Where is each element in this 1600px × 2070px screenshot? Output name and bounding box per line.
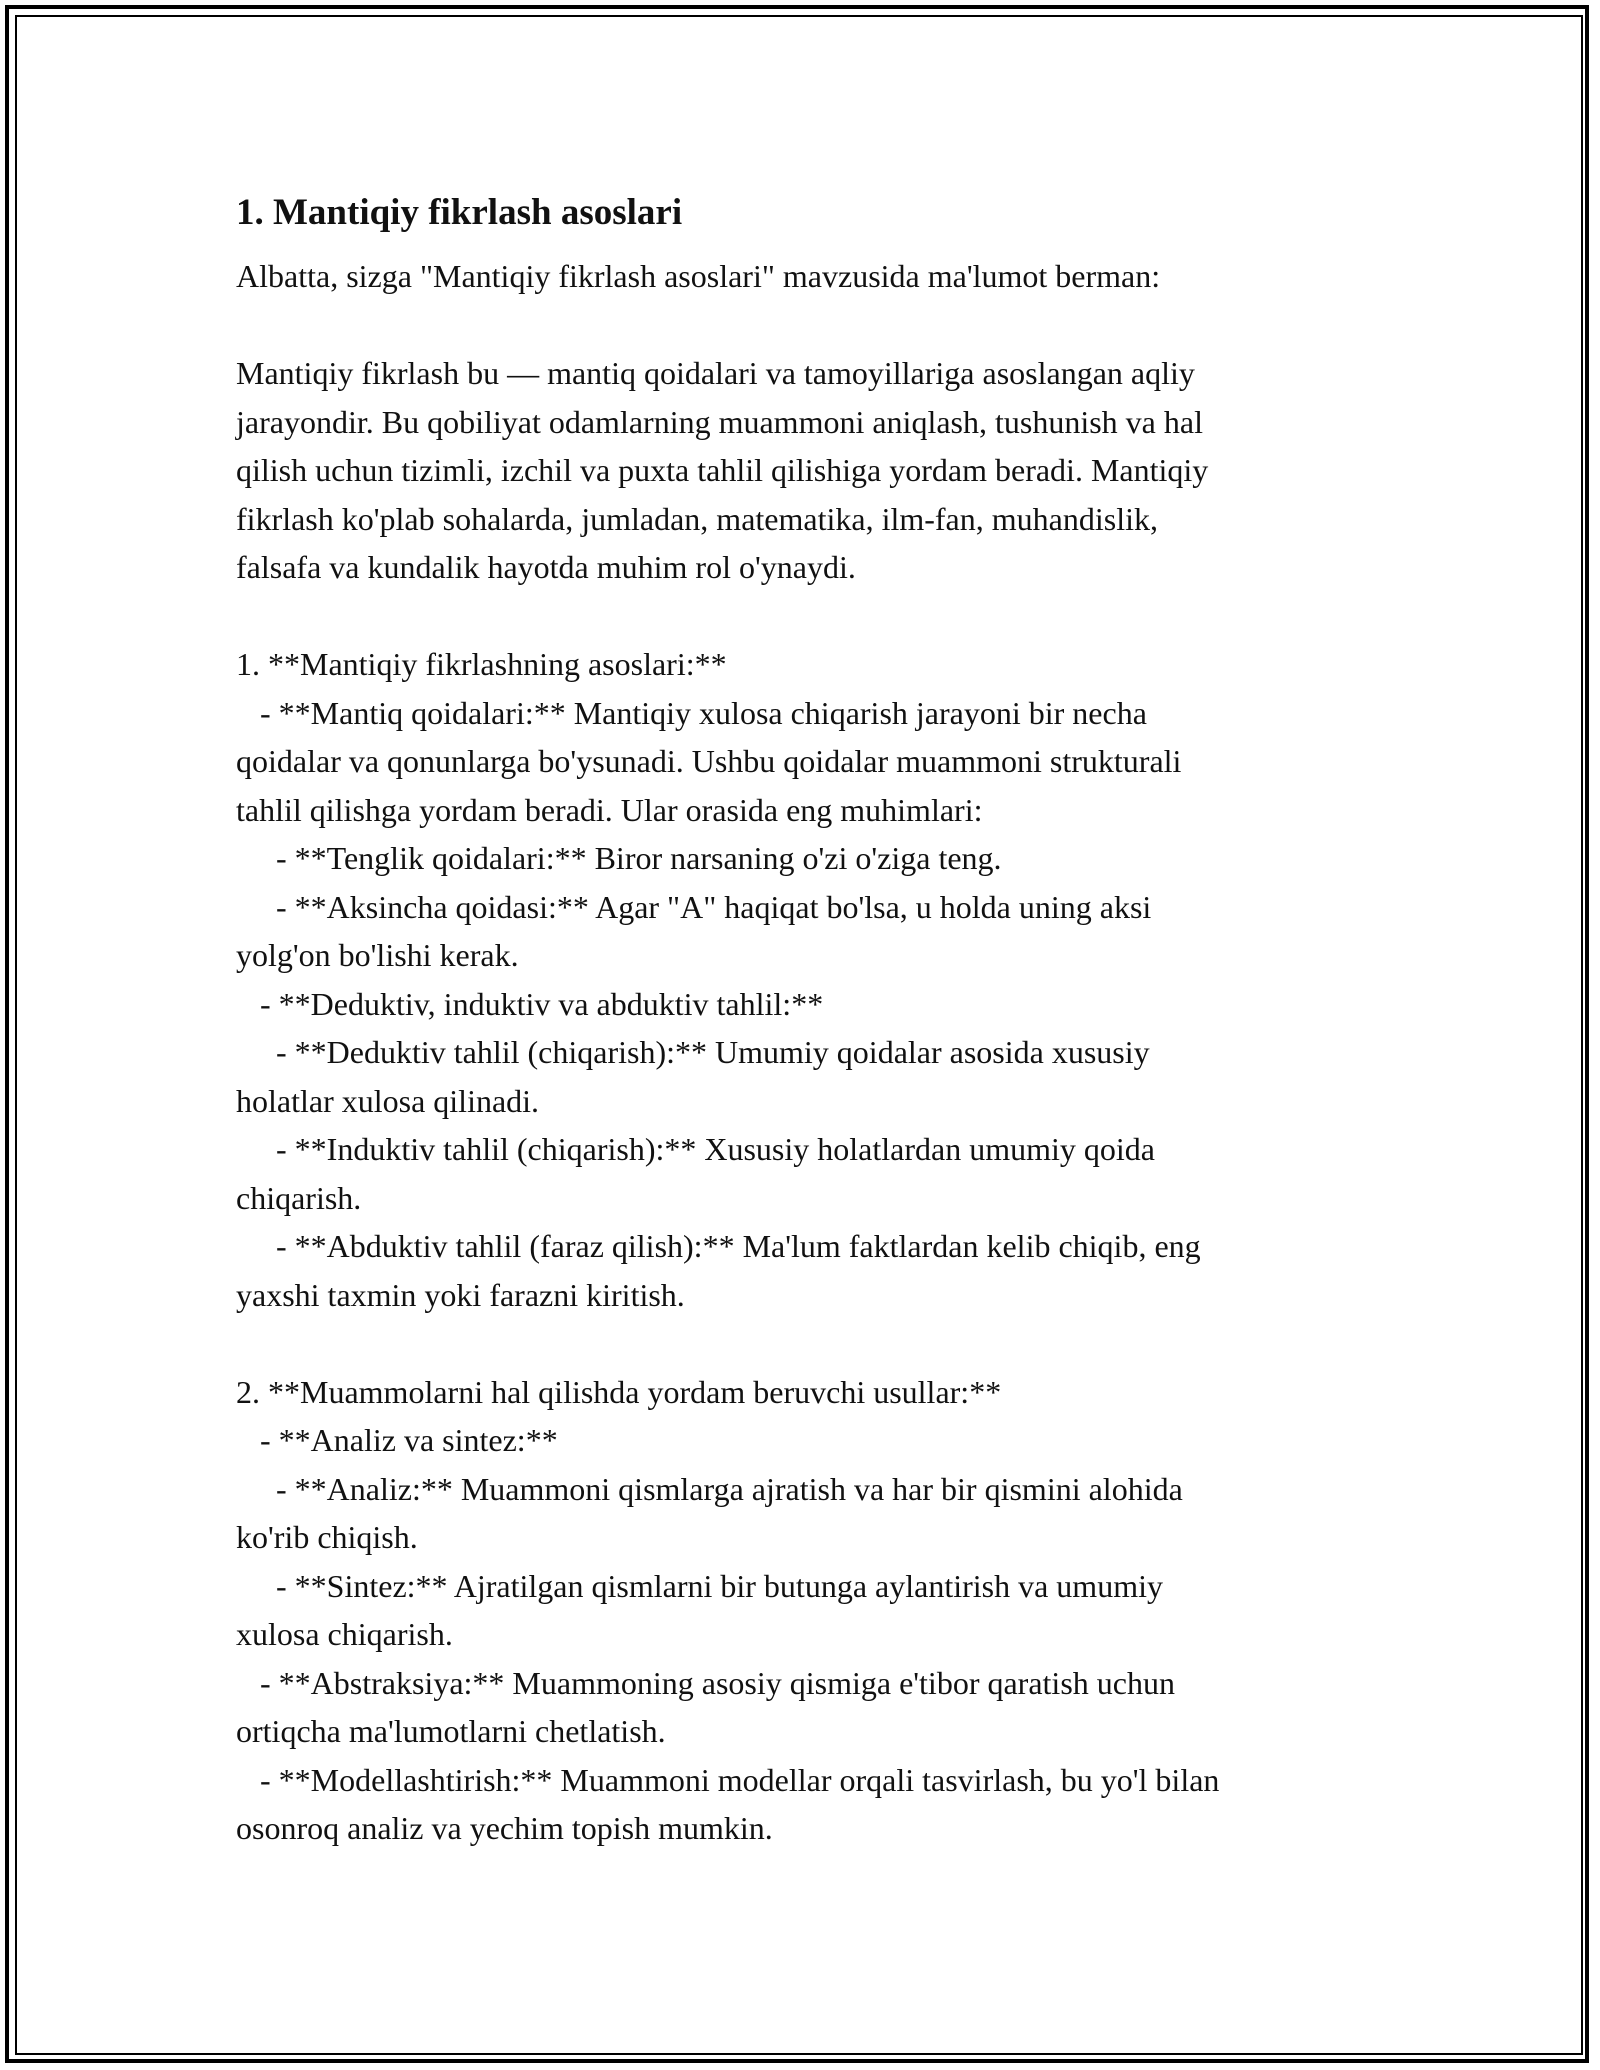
text-line: yolg'on bo'lishi kerak. <box>236 937 519 973</box>
text-line: - **Modellashtirish:** Muammoni modellar orqali tasvirlash, bu yo'l bilan <box>236 1761 1220 1798</box>
text-line: - **Deduktiv tahlil (chiqarish):** Umumiy qoidalar asosida xususiy <box>236 1034 1150 1070</box>
text-line: Mantiqiy fikrlash bu — mantiq qoidalari va tamoyillariga asoslangan aqliy <box>236 355 1195 391</box>
text-line: qilish uchun tizimli, izchil va puxta tahlil qilishiga yordam beradi. Mantiqiy <box>236 452 1209 488</box>
text-line: tahlil qilishga yordam beradi. Ular orasida eng muhimlari: <box>236 791 983 828</box>
text-line: - **Analiz va sintez:** <box>236 1422 558 1458</box>
text-line: - **Aksincha qoidasi:** Agar "A" haqiqat bo'lsa, u holda uning aksi <box>236 888 1152 925</box>
page-title: 1. Mantiqiy fikrlash asoslari <box>236 192 683 233</box>
text-line: - **Tenglik qoidalari:** Biror narsaning o'zi o'ziga teng. <box>236 840 1002 876</box>
text-line: 1. **Mantiqiy fikrlashning asoslari:** <box>236 646 727 682</box>
blank-line <box>236 301 1386 350</box>
text-line: osonroq analiz va yechim topish mumkin. <box>236 1810 773 1846</box>
text-line: ko'rib chiqish. <box>236 1519 418 1555</box>
text-line: xulosa chiqarish. <box>236 1616 453 1652</box>
text-line: fikrlash ko'plab sohalarda, jumladan, matematika, ilm-fan, muhandislik, <box>236 500 1158 537</box>
document-body <box>236 186 1386 1853</box>
blank-line <box>236 1319 1386 1368</box>
text-line: chiqarish. <box>236 1179 362 1216</box>
text-line: ortiqcha ma'lumotlarni chetlatish. <box>236 1713 666 1749</box>
text-line: Albatta, sizga "Mantiqiy fikrlash asoslari" mavzusida ma'lumot berman: <box>236 258 1161 294</box>
text-line: qoidalar va qonunlarga bo'ysunadi. Ushbu qoidalar muammoni strukturali <box>236 743 1182 779</box>
text-line: - **Mantiq qoidalari:** Mantiqiy xulosa chiqarish jarayoni bir necha <box>236 694 1147 731</box>
text-line: - **Abstraksiya:** Muammoning asosiy qismiga e'tibor qaratish uchun <box>236 1664 1175 1701</box>
text-line: - **Analiz:** Muammoni qismlarga ajratish va har bir qismini alohida <box>236 1470 1183 1507</box>
text-line: holatlar xulosa qilinadi. <box>236 1082 540 1119</box>
blank-line <box>236 592 1386 641</box>
text-line: 2. **Muammolarni hal qilishda yordam beruvchi usullar:** <box>236 1373 1002 1410</box>
text-line: yaxshi taxmin yoki farazni kiritish. <box>236 1276 685 1313</box>
text-line: falsafa va kundalik hayotda muhim rol o'ynaydi. <box>236 549 856 585</box>
text-line: - **Induktiv tahlil (chiqarish):** Xususiy holatlardan umumiy qoida <box>236 1131 1155 1167</box>
text-line: - **Abduktiv tahlil (faraz qilish):** Ma'lum faktlardan kelib chiqib, eng <box>236 1228 1201 1264</box>
text-line: - **Sintez:** Ajratilgan qismlarni bir butunga aylantirish va umumiy <box>236 1567 1163 1604</box>
text-line: jarayondir. Bu qobiliyat odamlarning muammoni aniqlash, tushunish va hal <box>236 403 1203 440</box>
document-text <box>236 252 1386 1853</box>
text-line: - **Deduktiv, induktiv va abduktiv tahlil:** <box>236 985 824 1022</box>
